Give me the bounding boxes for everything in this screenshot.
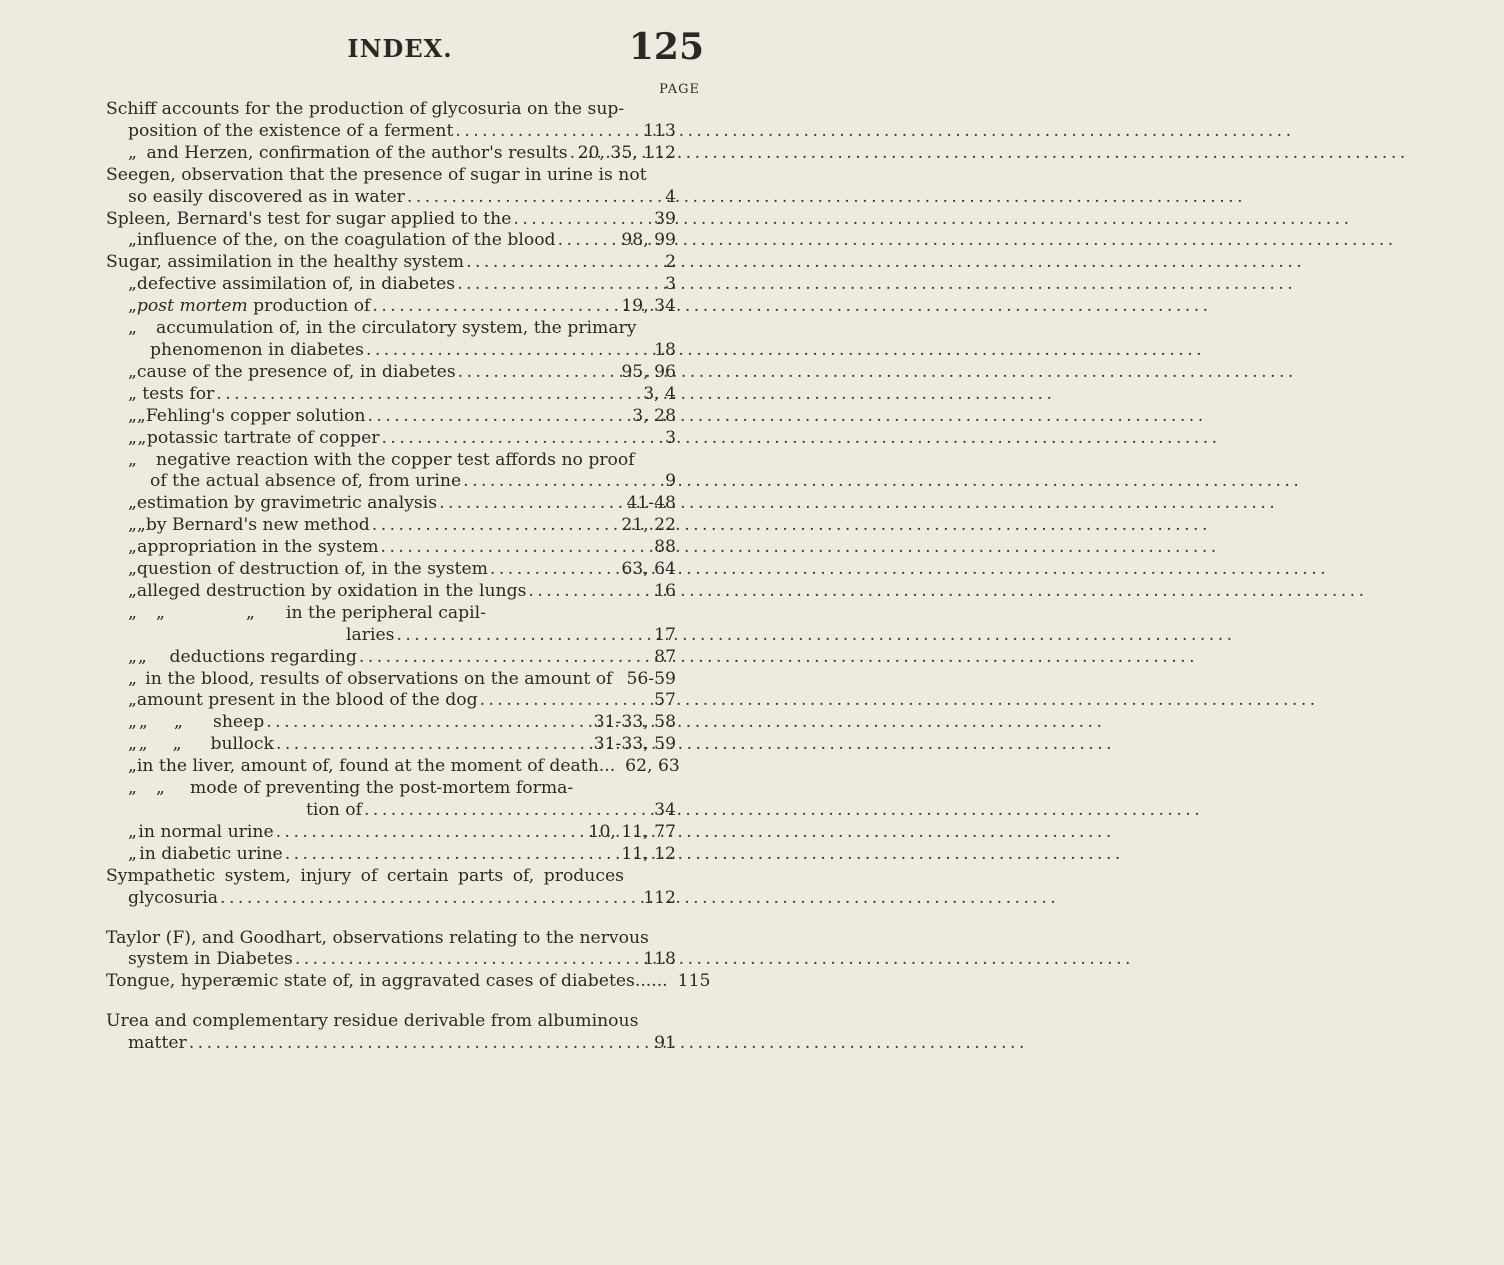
entry-page: 3: [665, 274, 676, 295]
entry-text: defective assimilation of, in diabetes: [136, 274, 456, 295]
ditto-mark: „: [128, 537, 137, 558]
entry-text: phenomenon in diabetes: [150, 339, 364, 360]
entry-page: 31-33, 58: [593, 712, 677, 733]
index-entry: [106, 949, 676, 971]
entry-text: Taylor (F), and Goodhart, observations relating to the nervous: [106, 927, 649, 948]
entry-text: bullock: [210, 734, 274, 755]
index-entry: [106, 800, 676, 822]
index-entry: [106, 778, 676, 800]
ditto-mark: „: [137, 427, 147, 448]
ditto-mark: „: [136, 405, 146, 426]
entry-text: tion of: [306, 800, 362, 820]
index-entry: [106, 971, 711, 993]
ditto-mark: „: [156, 778, 165, 799]
index-entry: [106, 165, 676, 187]
index-entry: [106, 428, 676, 450]
index-entry: [106, 625, 676, 647]
entry-text: question of destruction of, in the system: [136, 559, 488, 580]
ditto-mark: „: [128, 843, 137, 864]
index-entry: [106, 318, 676, 340]
entry-page: 3, 28: [632, 405, 676, 426]
index-entry: [106, 603, 676, 625]
index-entry: [106, 187, 676, 209]
entry-text: production of: [253, 296, 371, 317]
index-entry: [106, 99, 676, 121]
entry-page: 91: [654, 1033, 676, 1054]
entry-text: cause of the presence of, in diabetes: [136, 361, 456, 382]
entry-text: deductions regarding: [169, 646, 357, 667]
index-entry: [106, 230, 676, 252]
index-entry: [106, 252, 676, 274]
ditto-mark: „: [137, 646, 147, 667]
entry-text: position of the existence of a ferment: [128, 120, 454, 141]
index-entry: [106, 340, 676, 362]
ditto-mark: „: [138, 734, 148, 755]
ditto-mark: „: [128, 405, 137, 426]
ditto-mark: „: [128, 602, 137, 623]
entry-text: matter: [128, 1033, 187, 1054]
entry-text: accumulation of, in the circulatory system, the primary: [156, 318, 637, 339]
ditto-mark: „: [128, 493, 137, 514]
entry-page: 11, 12: [621, 843, 676, 864]
entry-page: 63, 64: [621, 559, 676, 580]
entry-text: appropriation in the system: [137, 537, 379, 558]
entry-page: 56-59: [626, 668, 676, 689]
index-entry: [106, 274, 676, 296]
ditto-mark: „: [128, 427, 137, 448]
index-entry: [106, 406, 676, 428]
ditto-mark: „: [128, 756, 137, 777]
entry-page: 115: [677, 971, 711, 992]
entry-page: 17: [654, 624, 676, 645]
ditto-mark: „: [174, 712, 183, 733]
ditto-mark: „: [128, 318, 137, 339]
index-entry: [106, 209, 676, 231]
ditto-mark: „: [128, 668, 137, 689]
entry-text: Sugar, assimilation in the healthy system: [106, 252, 465, 273]
entry-text: negative reaction with the copper test affords no proof: [156, 449, 635, 470]
entry-page: 19, 34: [621, 296, 676, 317]
entry-text: Urea and complementary residue derivable from albuminous: [106, 1011, 639, 1032]
index-entry: [106, 734, 676, 756]
entry-text: Seegen, observation that the presence of sugar in urine is not: [106, 164, 647, 185]
index-entries: [106, 99, 711, 1055]
entry-page: 113: [643, 120, 676, 141]
index-entry: [106, 647, 676, 669]
entry-text: Fehling's copper solution: [145, 405, 366, 426]
index-entry: [106, 581, 676, 603]
entry-text: potassic tartrate of copper: [146, 427, 380, 448]
index-entry: [106, 143, 676, 165]
ditto-mark: „: [128, 274, 137, 295]
index-entry: [106, 928, 676, 950]
entry-text: in the blood, results of observations on the amount of: [145, 668, 613, 689]
entry-text: laries: [346, 624, 395, 645]
entry-page: 34: [654, 800, 676, 820]
page-header: [0, 12, 800, 72]
entry-page: 16: [654, 580, 676, 601]
entry-text-italic: post mortem: [136, 296, 248, 317]
index-entry: [106, 515, 676, 537]
entry-text: glycosuria: [128, 887, 219, 908]
ditto-mark: „: [128, 449, 137, 470]
ditto-mark: „: [128, 712, 137, 733]
index-entry: [106, 537, 676, 559]
ditto-mark: „: [246, 602, 255, 623]
entry-page: 88: [654, 537, 676, 558]
entry-text: and Herzen, confirmation of the author's results: [146, 142, 568, 163]
entry-page: 118: [643, 949, 676, 970]
entry-page: 57: [654, 690, 676, 711]
index-entry: [106, 493, 676, 515]
entry-text: tests for: [142, 383, 215, 404]
entry-page: 18: [654, 339, 676, 360]
ditto-mark: „: [128, 230, 137, 251]
index-entry: [106, 756, 680, 778]
index-entry: [106, 822, 676, 844]
entry-page: 9: [665, 471, 676, 492]
entry-text: alleged destruction by oxidation in the lungs: [136, 580, 527, 601]
entry-text: by Bernard's new method: [145, 515, 370, 536]
entry-text: so easily discovered as in water: [128, 186, 405, 207]
entry-page: 4: [665, 186, 676, 207]
entry-text: sheep: [213, 712, 265, 733]
ditto-mark: „: [128, 580, 137, 601]
ditto-mark: „: [138, 712, 148, 733]
ditto-mark: „: [128, 778, 137, 799]
index-entry: [106, 1011, 676, 1033]
ditto-mark: „: [128, 734, 137, 755]
index-entry: [106, 669, 676, 691]
entry-page: 62, 63: [625, 756, 680, 777]
entry-text: Tongue, hyperæmic state of, in aggravated cases of diabetes......: [106, 971, 668, 992]
entry-text: of the actual absence of, from urine: [150, 471, 462, 492]
ditto-mark: „: [128, 142, 137, 163]
ditto-mark: „: [128, 559, 137, 580]
ditto-mark: „: [128, 646, 137, 667]
entry-page: 3, 4: [643, 383, 676, 404]
ditto-mark: „: [128, 690, 137, 711]
entry-page: 2: [665, 252, 676, 273]
entry-page: 31-33, 59: [593, 734, 677, 755]
index-entry: [106, 296, 676, 318]
entry-text: estimation by gravimetric analysis: [136, 493, 438, 514]
ditto-mark: „: [156, 602, 165, 623]
entry-text: amount present in the blood of the dog: [136, 690, 478, 711]
entry-page: 95, 96: [621, 361, 676, 382]
entry-page: 3: [665, 427, 677, 448]
index-entry: [106, 866, 676, 888]
entry-page: 20, 35, 112: [577, 142, 676, 163]
index-entry: [106, 1033, 676, 1055]
entry-page: 21, 22: [621, 515, 676, 536]
ditto-mark: „: [128, 821, 137, 842]
entry-text: Schiff accounts for the production of glycosuria on the sup-: [106, 99, 625, 119]
entry-page: 87: [654, 646, 677, 667]
entry-text: Sympathetic system, injury of certain parts of, produces: [106, 865, 624, 886]
entry-text: mode of preventing the post-mortem forma-: [190, 778, 574, 799]
ditto-mark: „: [128, 515, 137, 536]
index-entry: [106, 450, 676, 472]
entry-text: in the liver, amount of, found at the moment of death...: [136, 756, 616, 777]
index-entry: [106, 690, 676, 712]
index-entry: [106, 559, 676, 581]
index-entry: [106, 362, 676, 384]
entry-page: 112: [643, 887, 676, 908]
entry-page: 98, 99: [621, 230, 676, 251]
entry-page: 10, 11, 77: [588, 821, 676, 842]
ditto-mark: „: [172, 734, 182, 755]
ditto-mark: „: [128, 383, 137, 404]
entry-text: in diabetic urine: [139, 843, 283, 864]
ditto-mark: „: [128, 296, 137, 317]
index-entry: [106, 712, 676, 734]
entry-text: influence of the, on the coagulation of the blood: [136, 230, 556, 251]
entry-text: in the peripheral capil-: [286, 602, 486, 623]
entry-text: Spleen, Bernard's test for sugar applied to the: [106, 208, 512, 229]
index-entry: [106, 471, 676, 493]
index-entry: [106, 121, 676, 143]
ditto-mark: „: [128, 361, 137, 382]
entry-text: in normal urine: [138, 821, 274, 842]
entry-text: system in Diabetes: [128, 949, 293, 970]
index-entry: [106, 384, 676, 406]
ditto-mark: „: [136, 515, 146, 536]
page-title: INDEX.: [347, 34, 453, 63]
entry-page: 41-48: [626, 493, 676, 514]
page-number: 125: [628, 26, 704, 68]
entry-page: 39: [654, 208, 676, 229]
index-entry: [106, 844, 676, 866]
page-column-heading: PAGE: [659, 82, 700, 97]
index-entry: [106, 888, 676, 910]
